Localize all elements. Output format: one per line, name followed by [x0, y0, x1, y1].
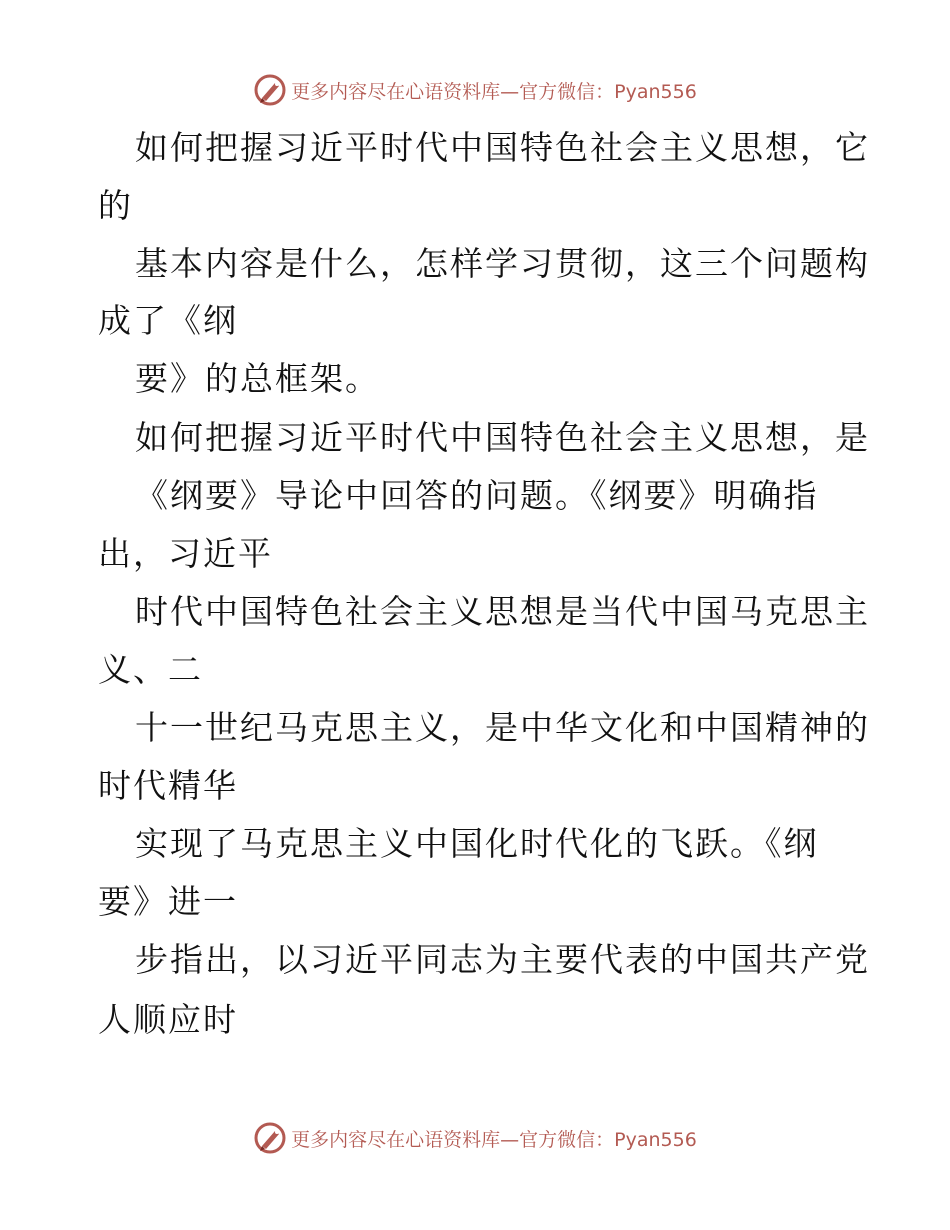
footer-text: 更多内容尽在心语资料库—官方微信：Pyan556 [291, 1128, 697, 1151]
header-text: 更多内容尽在心语资料库—官方微信：Pyan556 [291, 80, 697, 103]
text-line: 《纲要》导论中回答的问题。《纲要》明确指 [135, 476, 819, 515]
text-line: 出，习近平 [98, 534, 273, 573]
text-line: 如何把握习近平时代中国特色社会主义思想，它 [135, 128, 870, 167]
footer-banner [0, 1118, 950, 1158]
text-line: 要》的总框架。 [135, 359, 380, 398]
pen-logo-icon [253, 1121, 287, 1155]
text-line: 基本内容是什么，怎样学习贯彻，这三个问题构 [135, 244, 870, 283]
text-line: 实现了马克思主义中国化时代化的飞跃。《纲 [135, 824, 819, 863]
text-line: 如何把握习近平时代中国特色社会主义思想，是 [135, 418, 870, 457]
text-line: 步指出，以习近平同志为主要代表的中国共产党 [135, 940, 870, 979]
text-line: 要》进一 [98, 882, 238, 921]
text-line: 的 [98, 186, 133, 225]
text-line: 义、二 [98, 650, 203, 689]
text-line: 时代精华 [98, 766, 238, 805]
text-line: 人顺应时 [98, 1000, 238, 1039]
text-line: 成了《纲 [98, 301, 238, 340]
text-line: 时代中国特色社会主义思想是当代中国马克思主 [135, 592, 870, 631]
text-line: 十一世纪马克思主义，是中华文化和中国精神的 [135, 708, 870, 747]
